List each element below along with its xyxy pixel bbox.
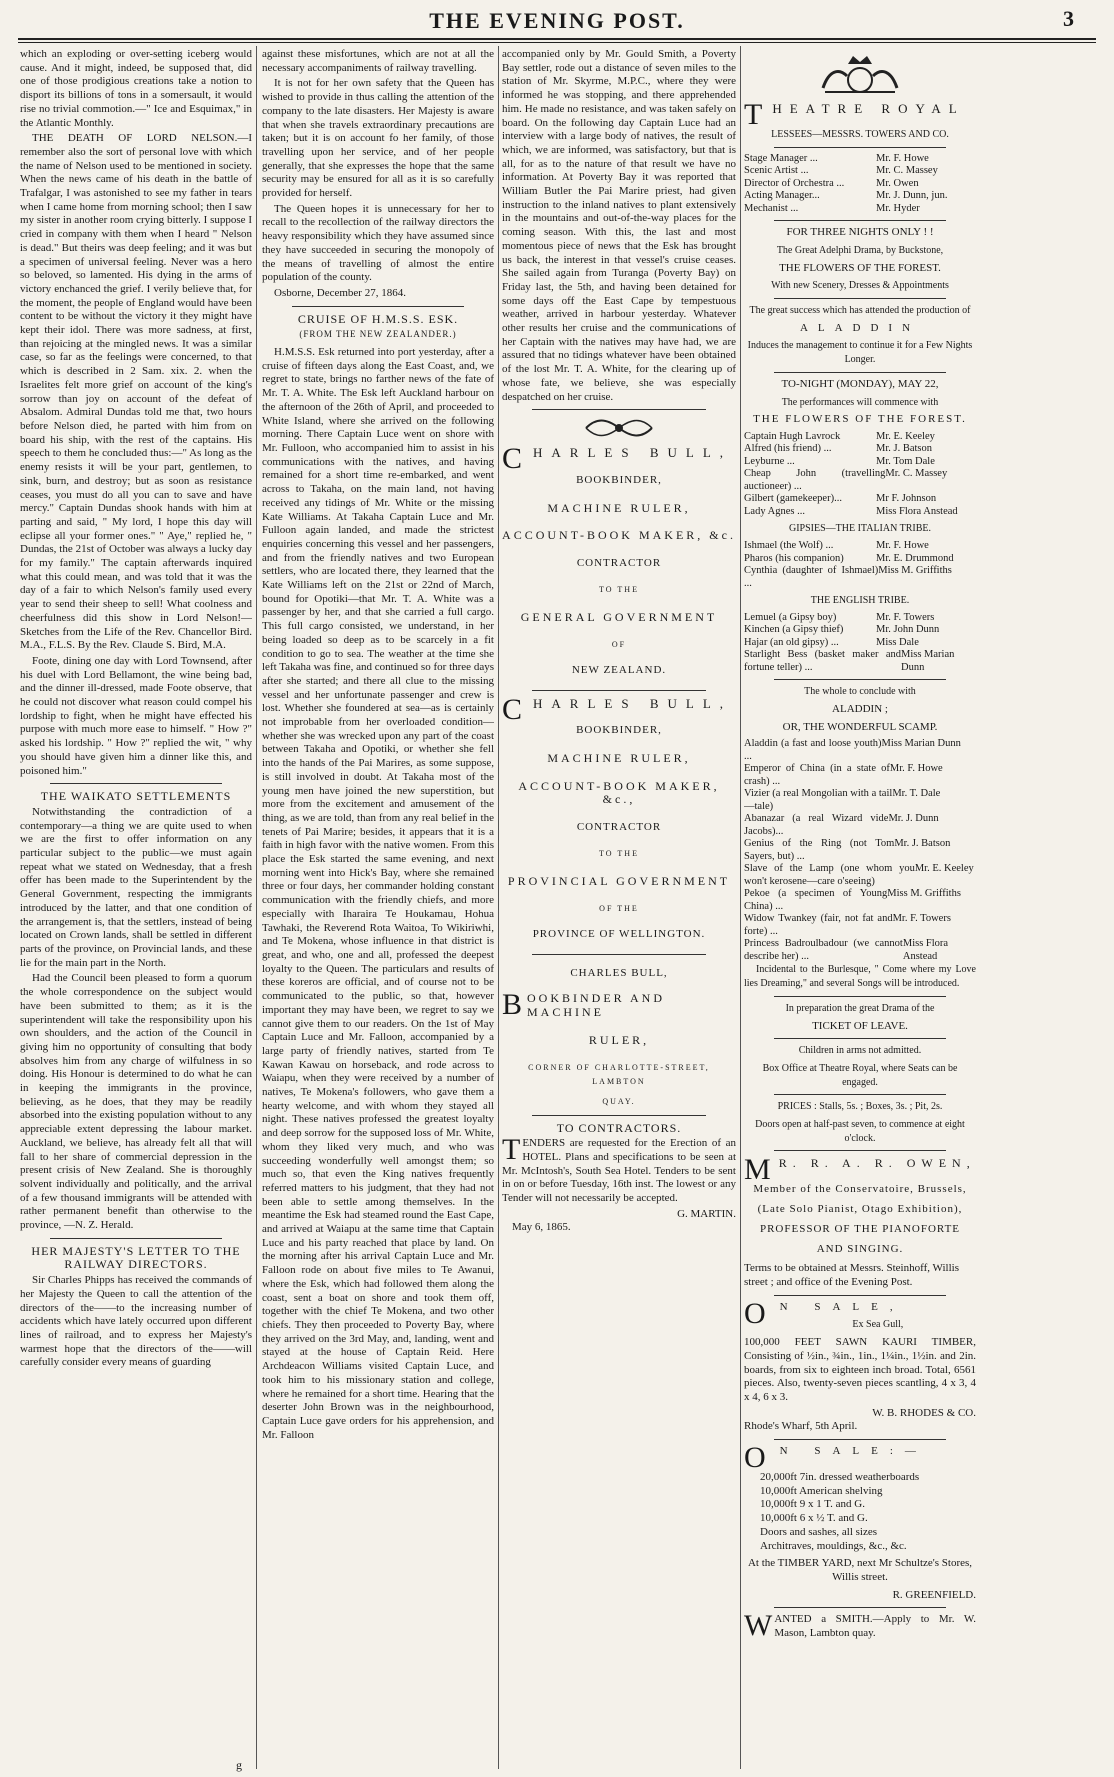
masthead-rule-thin [18,42,1096,43]
cast-row [744,443,976,456]
divider [774,147,946,148]
performer-name: Mr. C. Massey [876,165,938,177]
performer-name: Mr. Tom Dale [876,455,935,467]
performer-name: Miss M. Griffiths [887,888,961,900]
performer-name: Mr. J. Dunn [888,813,939,825]
cast-row [744,788,976,813]
performer-name: Mr. C. Massey [885,468,948,480]
cast-list [744,738,976,963]
cast-row [744,649,976,674]
divider [774,1295,946,1296]
page-signature-mark: g [236,1758,242,1772]
masthead [0,0,1114,40]
performer-name: Mr. F. Howe [876,540,929,552]
role-name: Abanazar (a real Wizard vide Jacobs)... [744,813,889,837]
cast-row [744,456,976,469]
sale-items [744,1471,976,1553]
advert-line: RULER, [588,1032,650,1047]
drop-cap: C [502,442,532,476]
role-name: Leyburne ... [744,455,795,467]
advert-line: OOKBINDER AND MACHINE [527,991,666,1020]
role-name: Lady Agnes ... [744,505,805,517]
performer-name: Mr. E. Drummond [876,552,954,564]
divider [774,1094,946,1095]
advert-line: AND SINGING. [816,1242,904,1255]
sale-item: 20,000ft 7in. dressed weatherboards [760,1471,920,1484]
column-2 [262,48,494,1768]
divider [532,409,706,410]
divider [774,1038,946,1039]
advert-line: PROVINCE OF WELLINGTON. [532,927,706,940]
royal-crest-icon [815,54,905,96]
role-name: Ishmael (the Wolf) ... [744,540,834,552]
role-name: Acting Manager... [744,190,820,202]
advert-line: CONTRACTOR [576,821,662,834]
article-text: Sir Charles Phipps has received the commands of her Majesty the Queen to call the attention of the directors of the——to the increasing number of accidents which have lately occurred upon different lines of railroad, and to express her Majesty's warmest hope that the directors of the——will carefully consider every means of guarding [20,1274,252,1369]
cast-row [744,763,976,788]
divider [532,954,706,955]
theatre-lessees: LESSEES—MESSRS. TOWERS AND CO. [771,129,949,140]
performer-name: Mr. E. Keeley [914,863,974,875]
sale-item: 10,000ft 9 x 1 T. and G. [760,1498,865,1511]
cast-row [744,938,976,963]
role-name: Hajar (an old gipsy) ... [744,636,839,648]
role-name: Princess Badroulbadour (we cannot describe her) ... [744,938,903,962]
announcement: The Great Adelphi Drama, by Buckstone, [776,244,944,256]
advert-line: ACCOUNT-BOOK MAKER, &c., [518,778,720,807]
article-text: The Queen hopes it is unnecessary for her to recall to the recollection of the railway directors the heavy responsibility which they have assumed since they have succeeded in securing the monopoly of the means of travelling of almost the entire population of the county. [262,202,494,284]
advert-line: Ex Sea Gull, [852,1319,904,1331]
advert-line: At the TIMBER YARD, next Mr Schultze's Stores, Willis street. [747,1557,973,1583]
drop-cap: O [744,1296,778,1330]
announcement: ALADDIN [799,321,921,334]
role-name: Lemuel (a Gipsy boy) [744,611,837,623]
role-name: Widow Twankey (fair, not fat and forte) ... [744,913,893,937]
role-name: Mechanist ... [744,202,799,214]
announcement: With new Scenery, Dresses & Appointments [771,280,949,292]
advert-charles-bull-general [502,442,736,677]
performer-name: Mr. F. Howe [889,763,943,775]
advert-line: MACHINE RULER, [547,500,691,515]
announcement: TICKET OF LEAVE. [812,1019,908,1032]
divider [292,306,464,307]
announcement: Box Office at Theatre Royal, where Seats can be engaged. [762,1062,958,1088]
advert-sale-timber [744,1296,976,1434]
advert-line: CORNER OF CHARLOTTE-STREET, LAMBTON [528,1063,710,1087]
column-1 [20,48,252,1768]
divider [774,996,946,997]
advert-heading: N SALE:— [779,1445,928,1458]
divider [50,1238,222,1239]
drop-cap: T [744,98,771,131]
ornament-icon [584,416,654,440]
divider [532,690,706,691]
performer-name: Mr. F. Towers [892,913,951,925]
cast-row [744,431,976,444]
advert-line: NEW ZEALAND. [571,663,667,676]
role-name: Gilbert (gamekeeper)... [744,493,842,505]
performer-name: Mr. John Dunn [876,624,940,636]
cast-row [744,913,976,938]
article-text: Had the Council been pleased to form a quorum the whole correspondence on the subject would have been submitted to them; as it is the superintendent will take the responsibility upon his own shoulders, and the action of the Council in giving him no opportunity of consulting that body absolves him from any charge of wilfulness in so doing. His Honour is determined to do what he can in keeping the immigrants in the province, believing, as he does, that they may be readily absorbed into the existing population without to any appreciable extent depressing the labour market. Auckland, we believe, has already felt all that will fall to her share of commercial depression in the present crisis of New Zealand. She is thoroughly solvent individually and politically, and the arrival of a few thousand immigrants will be attended with rather permanent benefit than otherwise to the province, —N. Z. Herald. [20,972,252,1232]
cast-section: THE ENGLISH TRIBE. [810,595,910,607]
role-name: Alfred (his friend) ... [744,443,832,455]
column-3 [502,48,736,1768]
divider [774,298,946,299]
announcement: The whole to conclude with [804,686,916,698]
cast-row [744,190,976,203]
performer-name: Miss Marian Dunn [901,649,955,673]
announcement: ALADDIN ; [832,703,888,716]
announcement: THE FLOWERS OF THE FOREST. [779,261,941,274]
cast-row [744,624,976,637]
divider [774,1607,946,1608]
cast-list [744,431,976,519]
performer-name: Mr. J. Batson [894,838,951,850]
cast-row [744,178,976,191]
article-heading: THE WAIKATO SETTLEMENTS [40,789,232,804]
advert-line: Member of the Conservatoire, Brussels, [753,1183,967,1196]
role-name: Kinchen (a Gipsy thief) [744,624,844,636]
column-divider [740,46,741,1769]
cast-row [744,203,976,216]
role-name: Genius of the Ring (not Tom Sayers, but) ... [744,838,895,862]
advert-contractors [502,1122,736,1236]
advert-line: GENERAL GOVERNMENT [520,609,718,624]
advert-line: MACHINE RULER, [547,751,691,766]
advert-line: TO THE [599,848,639,858]
drop-cap: C [502,692,532,726]
divider [774,1439,946,1440]
advert-heading: TO CONTRACTORS. [556,1120,682,1135]
advert-line: BOOKBINDER, [576,724,662,737]
advert-signature: G. MARTIN. [677,1207,736,1220]
theatre-title: HEATRE ROYAL [772,101,965,116]
article-text: against these misfortunes, which are not at all the necessary accompaniments of railway travelling. [262,48,494,74]
advert-name: R. R. A. R. OWEN, [778,1156,976,1171]
role-name: Vizier (a real Mongolian with a tail—tale) [744,788,893,812]
sale-item: 10,000ft 6 x ½ T. and G. [760,1512,868,1525]
advert-name: HARLES BULL, [533,445,733,461]
performer-name: Miss Flora Anstead [902,938,949,962]
advert-line: PROVINCIAL GOVERNMENT [507,873,731,888]
performer-name: Mr. J. Batson [876,443,933,455]
sale-item: Architraves, mouldings, &c., &c. [760,1539,907,1552]
advert-heading: N SALE, [779,1300,905,1313]
article-text: which an exploding or over-setting iceberg would cause. And it might, indeed, be supposed that, did one of those prodigious creations take a notion to disport its billions of tons in a somersault, it would rise no trivial commotion.—" Ice and Esquimax," in the Atlantic Monthly. [20,48,252,129]
cast-row [744,612,976,625]
advert-name: HARLES BULL, [533,695,733,711]
cast-row [744,888,976,913]
role-name: Aladdin (a fast and loose youth) ... [744,738,882,762]
cast-row [744,468,976,493]
article-text: accompanied only by Mr. Gould Smith, a Poverty Bay settler, rode out a distance of seven miles to the station of Mr. Skyrme, M.P.C., where they were informed he was stopping, and there apprehended him. He made no resistance, and was taken safely on board. On the following day Captain Luce had an interview with a large body of natives, the result of which, we are informed, was satisfactory, but that is all, for as to the nature of that result we have no information. At Poverty Bay it was reported that William Butler the Pai Marire priest, had given instruction to the inland natives to plant extensively in the mountains and out-of-the-way places for the coming season. With this, the last and most momentous piece of news that the Esk has brought us back, the interest in that vessel's cruise ceases. She sailed again from Turanga (Poverty Bay) on Friday last, the 5th, and having been detained for some days off the East Cape by tempestuous weather, arrived in harbour yesterday. Whatever other results her cruise and the communications of her Captain with the natives may have had, we are assured that no tidings whatever have been obtained of the lost Mr. T. A. White, for the clearing up of whose fate, we believe, she was especially despatched on her cruise. [502,48,736,403]
cast-row [744,493,976,506]
advert-signature: W. B. RHODES & CO. [872,1406,976,1419]
announcement: FOR THREE NIGHTS ONLY ! ! [786,226,934,239]
cast-row [744,738,976,763]
drop-cap: T [502,1133,521,1167]
announcement: THE FLOWERS OF THE FOREST. [753,413,967,426]
performer-name: Miss M. Griffiths [878,565,952,577]
role-name: Starlight Bess (basket maker and fortune teller) ... [744,649,901,673]
role-name: Cheap John (travelling auctioneer) ... [744,468,886,492]
announcement: Doors open at half-past seven, to commence at eight o'clock. [755,1119,965,1144]
announcement: TO-NIGHT (MONDAY), MAY 22, [781,377,939,390]
article-text: THE DEATH OF LORD NELSON.—I remember also the sort of personal love with which the name of Nelson used to be mentioned in society. When the news came of his death in the battle of Trafalgar, I was astonished to see my father in tears when I came home from morning school; then I saw my sister in another room crying bitterly. I suppose I cried in company with them when I heard " Nelson is dead." But theirs was deep feeling; and it was but a specimen of universal feeling. Never was a hero so beloved, so lamented. His dying in the arms of victory enchanced the grief. I verily believe that, for the moment, the people of England would have been content to be without the victory it they might have kept their idol. There was more sadness, at first, than rejoicing at the mingled news. It was a similar case, so far as the feelings were concerned, to that which is described in 2 Sam. xix. 2. when the Israelites felt more grief on account of the king's sorrow than joy on account of the defeat of Absalom. Admiral Dundas told me that, two hours before Nelson died, he parted with him from on board his ship, with the rest of the captains. His speech to them he concluded thus:—" As long as the enemy resists it will be your part, gentlemen, to sink, burn, and destroy; but as soon as resistance ceases, you must do all you can to save and have mercy." Captain Dundas shook hands with him at parting and said, " My lord, I hope this day will eclipse all your former ones." " Aye," replied he, " Dundas, the 21st of October was always a lucky day for my family." The captain afterwards inquired what this could mean, and was told that it was the day of a fair to which Nelson's family used every year to send their sheep to sell! What coolness and cheerfulness did this show in Lord Nelson!—Sketches from the Life of the Rev. Chancellor Bird. M.A., F.L.S. By the Rev. Claude S. Bird, M.A. [20,132,252,652]
advert-line: BOOKBINDER, [576,473,662,486]
performer-name: Mr. Hyder [876,202,920,214]
announcement: The performances will commence with [781,396,939,408]
divider [774,372,946,373]
article-text: Notwithstanding the contradiction of a contemporary—a thing we are quite used to when we are the first to offer information on any particular subject to the public—we must again repeat what we stated on Wednesday, that a fresh offer has been made to the Superintendent by the General Government, respecting the immigrants introduced by the latter, and that one condition of the arrangement is, that the settlers, instead of being located on Crown lands, shall be settled in different parts of the province, on Provincial lands, and these lie for the main part in the North. [20,805,252,969]
article-heading: CRUISE OF H.M.S.S. ESK. [297,311,459,326]
performer-name: Mr. T. Dale [892,788,941,800]
cast-row [744,506,976,519]
cast-row [744,540,976,553]
article-text: It is not for her own safety that the Queen has wished to provide in thus calling the attention of the company to the late disasters. Her Majesty is aware that when she travels extraordinary precautions are taken; but it is on account fo her family, of those travelling upon her service, and of her people generally, that she expresses the hope that the same security may be ensured for all as it is so carefully provided for herself. [262,77,494,200]
advert-text: ANTED a SMITH.—Apply to Mr. W. Mason, Lambton quay. [774,1613,976,1640]
divider [774,679,946,680]
announcement: Induces the management to continue it for a Few Nights Longer. [747,340,973,366]
article-source: (FROM THE NEW ZEALANDER.) [299,329,457,340]
performer-name: Mr. F. Towers [876,611,935,623]
role-name: Emperor of China (in a state of crash) ... [744,763,890,787]
drop-cap: M [744,1153,777,1187]
cast-row [744,553,976,566]
advert-line: ACCOUNT-BOOK MAKER, &c. [502,528,736,543]
drop-cap: B [502,988,526,1022]
advert-owen [744,1153,976,1289]
performer-name: Mr. Owen [876,177,919,189]
advert-text: 100,000 FEET SAWN KAURI TIMBER, Consisting of ½in., ¾in., 1in., 1¼in., 1½in. and 2in. boards, from six to eighteen inch broad. Total, 6561 pieces. Also, twenty-seven pieces scantling, 4 x 3, 4 x 4, 6 x 3. [744,1336,976,1403]
performer-name: Mr F. Johnson [876,493,937,505]
performer-name: Miss Flora Anstead [876,505,958,517]
sale-item: 10,000ft American shelving [760,1484,883,1497]
cast-row [744,637,976,650]
performer-name: Mr. F. Howe [876,152,929,164]
advert-line: TO THE [599,584,639,594]
role-name: Captain Hugh Lavrock [744,430,841,442]
advert-charles-bull-provincial [502,692,736,942]
column-divider [256,46,257,1769]
article-heading: HER MAJESTY'S LETTER TO THE RAILWAY DIRECTORS. [31,1243,241,1272]
divider [532,1115,706,1116]
drop-cap: O [744,1441,778,1475]
role-name: Pekoe (a specimen of Young China) ... [744,888,888,912]
performer-name: Mr. E. Keeley [876,430,935,442]
performer-name: Miss Marian Dunn [881,738,961,750]
advert-theatre-royal [744,98,976,1145]
drop-cap: W [744,1609,773,1643]
cast-row [744,153,976,166]
newspaper-title: THE EVENING POST. [429,8,685,33]
article-text: H.M.S.S. Esk returned into port yesterday, after a cruise of fifteen days along the East Coast, and, we regret to state, brings no farther news of the fate of Mr. T. A. White. The Esk left Auckland harbour on the afternoon of the 26th of April, and proceeded to White Island, where she arrived on the following morning. There Captain Luce went on shore with Mr. Fulloon, who accompanied him to assist in his communications with the natives, and having remained for a short time re-embarked, and went across to Takaha, on the main land, not having received any tidings of Mr. White or the missing Kate Williams. At Takaha Captain Luce and Mr. Fulloon again landed, and made the strictest enquiries concerning this vessel and her passengers, and from the friendly natives and two European settlers, who are located there, they learned that the Kate Williams left on the 21st or 22nd of March, bound for Opotiki—that Mr. T. A. White was a passenger by her, and that she carried a full cargo. This full cargo consisted, we understand, in her being loaded so deep as to be scarcely in a fit condition to go to sea. The weather at the time she left Takaha was fine, and continued so for three days after she started; and there all clue to the missing vessel and her unfortunate passenger and crew is lost. Whether she foundered at sea—as is certainly not improbable from her overloaded condition—whether she was wrecked upon any part of the coast between Takaha and Opotiki, or whether she fell into the hands of the Pai Marires, as some suppose, is still involved in doubt. At Takaha most of the young men have joined the new superstition, but more from the excitement and amusement of the thing, as we are told, than from any real belief in the tenets of Pai Marire; besides, it appears that it is a faith in high favor with the native women. From this place the Esk started the same evening, and next morning went into Hick's Bay, where she remained three or four days, her commander holding constant communication with the friendly chiefs, and more especially with Iharaira Te Houkamau, Hohua Tawhaki, the Reverend Rota Waitoa, To Wikiriwhi, and Te Mokena, whose influence in that district is great, and who, one and all, professed the deepest loyalty to the Queen. The particulars and results of these koreros are official, and of course not to be communicated to the public, so that, however important they may have been, we regret to say we cannot give them to our readers. On the 1st of May Captain Luce and Mr. Falloon, accompanied by a large party of friendly natives, started from Te Kawan Kawau on horseback, and rode across to Waiapu, when they were received by a number of natives, Te Mokena's followers, who gave them a hearty welcome, and with whom they stayed all night. These natives professed the greatest loyalty and deep sorrow for the supposed loss of Mr. White, whom they liked very much, and who was succeeding wonderfully well amongst them; so much so, that even the King natives frequently referred matters to his judgment, that they had not been able to settle among themselves. In the meantime the Esk had steamed round the East Cape, and arrived at Waiapu at the same time that Captain Luce and his party reached that place by land. On the morning after his arrival Captain Luce and Mr. Falloon rode on about five miles to Te Awanui, where the Esk, which had followed them along the coast, sent a boat on shore and took them off, together with the chief Te Mokena, and two other chiefs. They then proceeded to Poverty Bay, where they arrived on the 3rd May, and, landing, went and stayed at the house of Captain Reid. Here Archdeacon Williams visited Captain Luce, and took him to his missionary station and college, where he remained for a short time. Hearing that the deserter John Brown was in the neighbourhood, Captain Luce gave orders for his apprehension, and Mr. Falloon [262,346,494,1441]
announcement: OR, THE WONDERFUL SCAMP. [782,720,938,733]
performer-name: Mr. J. Dunn, jun. [876,190,948,202]
announcement: Incidental to the Burlesque, " Come where my Love lies Dreaming," and several Songs will be introduced. [744,964,976,990]
announcement: In preparation the great Drama of the [785,1002,935,1014]
prices: PRICES : Stalls, 5s. ; Boxes, 3s. ; Pit, 2s. [777,1101,943,1113]
announcement: The great success which has attended the production of [749,305,971,317]
advert-text: ENDERS are requested for the Erection of an HOTEL. Plans and specifications to be seen at Mr. McIntosh's, South Sea Hotel. Tenders to be sent in on or before Tuesday, 16th inst. The lowest or any Tender will not necessarily be accepted. [502,1137,736,1205]
advert-line: QUAY. [602,1096,636,1106]
advert-wanted [744,1609,976,1643]
cast-row [744,863,976,888]
masthead-rule [18,38,1096,40]
page-number: 3 [1063,6,1074,31]
advert-signature: R. GREENFIELD. [892,1588,976,1601]
cast-list [744,540,976,590]
advert-line: PROFESSOR OF THE PIANOFORTE [759,1222,961,1235]
divider [50,783,222,784]
cast-row [744,565,976,590]
performer-name: Miss Dale [876,636,919,648]
advert-line: (Late Solo Pianist, Otago Exhibition), [757,1203,963,1216]
column-divider [498,46,499,1769]
article-text: Foote, dining one day with Lord Townsend, after his duel with Lord Bellamont, the wine being bad, and the dinner ill-dressed, made Foote observe, that he could not discover what reason could compel his lordship to fight, when he might have effected his purpose with much more ease to himself. " How ?" asked his lordship. " How ?" replied the wit, " why you should have given him a dinner like this, and poisoned him." [20,654,252,777]
advert-line: OF [611,640,627,650]
announcement: Children in arms not admitted. [798,1045,922,1057]
advert-line: CONTRACTOR [576,557,662,570]
advert-charles-bull-bookbinder [502,967,736,1109]
advert-line: Rhode's Wharf, 5th April. [744,1420,858,1433]
cast-row [744,165,976,178]
advert-line: CHARLES BULL, [570,966,668,979]
staff-list [744,153,976,216]
cast-row [744,838,976,863]
advert-line: Terms to be obtained at Messrs. Steinhoff, Willis street ; and office of the Evening Post. [744,1262,959,1288]
sale-item: Doors and sashes, all sizes [760,1525,878,1538]
cast-row [744,813,976,838]
column-4 [744,48,976,1768]
role-name: Scenic Artist ... [744,165,809,177]
role-name: Cynthia (daughter of Ishmael) ... [744,565,879,589]
divider [774,220,946,221]
advert-sale-greenfield [744,1441,976,1602]
cast-list [744,612,976,675]
advert-date: May 6, 1865. [512,1221,571,1234]
divider [774,1150,946,1151]
role-name: Pharos (his companion) [744,552,844,564]
advert-line: OF THE [599,904,639,914]
role-name: Slave of the Lamp (one whom you won't kerosene—care o'seeing) [744,863,915,887]
article-dateline: Osborne, December 27, 1864. [274,286,406,299]
role-name: Director of Orchestra ... [744,177,845,189]
role-name: Stage Manager ... [744,152,818,164]
cast-section: GIPSIES—THE ITALIAN TRIBE. [788,523,932,535]
